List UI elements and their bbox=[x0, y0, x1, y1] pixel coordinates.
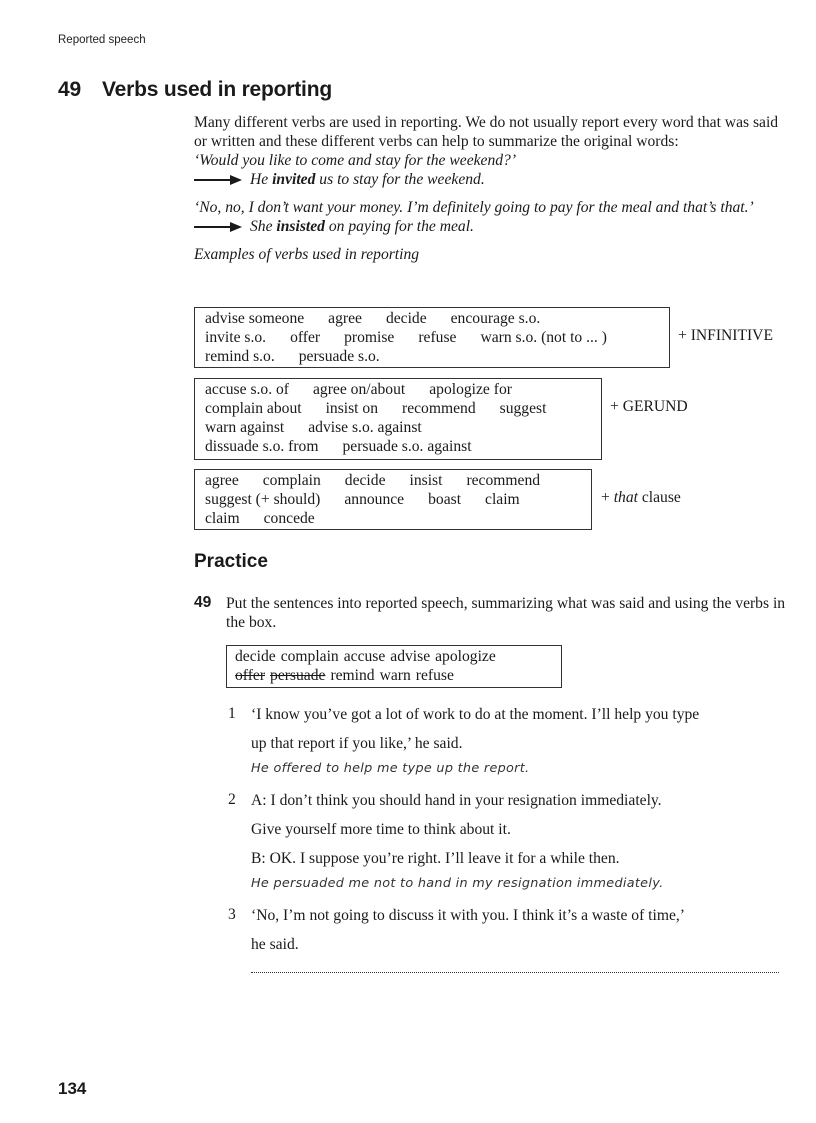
item-number: 2 bbox=[228, 791, 236, 808]
used-word: persuade bbox=[270, 667, 326, 684]
box-row: claim concede bbox=[205, 510, 315, 527]
example2-quote: ‘No, no, I don’t want your money. I’m definitely going to pay for the meal and that’s that.’ bbox=[194, 199, 754, 216]
box-row: dissuade s.o. from persuade s.o. against bbox=[205, 438, 472, 455]
arrow-icon bbox=[194, 222, 242, 232]
that-clause-verbs-box bbox=[194, 469, 592, 530]
section-number: 49 bbox=[58, 78, 81, 101]
item-number: 1 bbox=[228, 705, 236, 722]
box-row: suggest (+ should) announce boast claim bbox=[205, 491, 520, 508]
running-head: Reported speech bbox=[58, 34, 146, 46]
practice-heading: Practice bbox=[194, 551, 268, 572]
word-box bbox=[226, 645, 562, 688]
box-row: advise someone agree decide encourage s.o. bbox=[205, 310, 541, 327]
section-title bbox=[58, 78, 332, 102]
word-box-line: offer persuade remind warn refuse bbox=[235, 667, 454, 684]
arrow-icon bbox=[194, 175, 242, 185]
used-word: offer bbox=[235, 667, 266, 684]
page-number: 134 bbox=[58, 1079, 87, 1098]
answer-blank-line[interactable] bbox=[251, 962, 779, 973]
exercise-item: A: I don’t think you should hand in your resignation immediately. Give yourself more time to think about it. B: OK. I suppose you’re right. I’ll leave it for a while then. He persuaded me not to hand in my resignation immediately. bbox=[251, 786, 791, 895]
box-row: agree complain decide insist recommend bbox=[205, 472, 541, 489]
answer-line: He persuaded me not to hand in my resignation immediately. bbox=[251, 876, 664, 891]
infinitive-verbs-box bbox=[194, 307, 670, 368]
that-clause-suffix: + that clause bbox=[601, 489, 681, 506]
infinitive-suffix: + INFINITIVE bbox=[678, 327, 773, 344]
exercise-item: ‘I know you’ve got a lot of work to do at the moment. I’ll help you type up that report if you like,’ he said. He offered to help me type up the report. bbox=[251, 700, 791, 780]
answer-line: He offered to help me type up the report. bbox=[251, 761, 530, 776]
box-row: accuse s.o. of agree on/about apologize for bbox=[205, 381, 512, 398]
example1-report: He invited us to stay for the weekend. bbox=[194, 170, 784, 189]
gerund-suffix: + GERUND bbox=[610, 398, 688, 415]
example2-report: She insisted on paying for the meal. bbox=[194, 217, 784, 236]
examples-heading: Examples of verbs used in reporting bbox=[194, 246, 420, 263]
box-row: warn against advise s.o. against bbox=[205, 419, 422, 436]
exercise-instruction: Put the sentences into reported speech, summarizing what was said and using the verbs in the box. bbox=[226, 595, 786, 631]
section-title-text: Verbs used in reporting bbox=[102, 78, 332, 101]
example1-quote: ‘Would you like to come and stay for the weekend?’ bbox=[194, 152, 517, 169]
gerund-verbs-box bbox=[194, 378, 602, 460]
box-row: invite s.o. offer promise refuse warn s.o. (not to ... ) bbox=[205, 329, 607, 346]
word-box-line: decide complain accuse advise apologize bbox=[235, 648, 496, 665]
exercise-item: ‘No, I’m not going to discuss it with you. I think it’s a waste of time,’ he said. bbox=[251, 907, 685, 953]
box-row: complain about insist on recommend suggest bbox=[205, 400, 547, 417]
intro-paragraph: Many different verbs are used in reporting. We do not usually report every word that was said or written and these different verbs can help to summarize the original words: bbox=[194, 114, 779, 150]
exercise-number: 49 bbox=[194, 594, 212, 611]
intro-block bbox=[194, 113, 784, 264]
item-number: 3 bbox=[228, 906, 236, 923]
box-row: remind s.o. persuade s.o. bbox=[205, 348, 380, 365]
